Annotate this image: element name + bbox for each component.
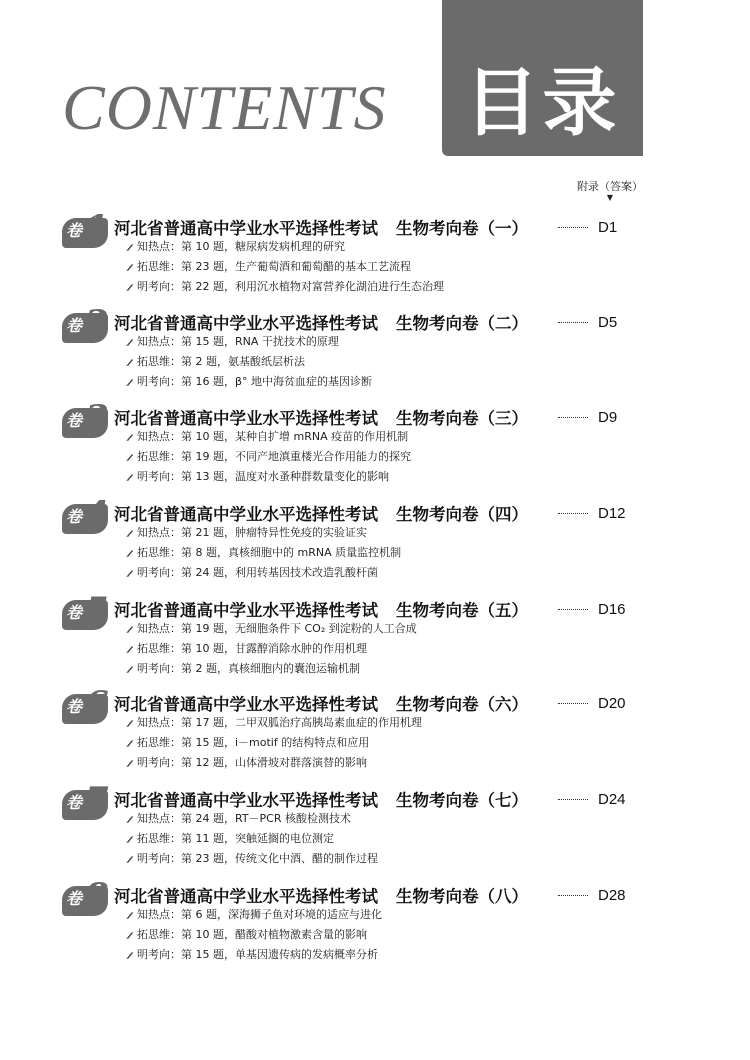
volume-title[interactable] <box>114 887 528 907</box>
sub-item-text: 拓思维：第 8 题，真核细胞中的 mRNA 质量监控机制 <box>137 546 402 559</box>
pen-icon <box>126 358 134 366</box>
sub-item-text: 拓思维：第 15 题，i－motif 的结构特点和应用 <box>137 736 370 749</box>
leader-dots <box>558 799 588 800</box>
pen-icon <box>126 263 134 271</box>
pen-icon <box>126 665 134 673</box>
sub-item-text: 知热点：第 19 题，无细胞条件下 CO₂ 到淀粉的人工合成 <box>137 622 417 635</box>
badge-number: 2 <box>85 303 109 343</box>
badge-number: 6 <box>85 684 109 724</box>
toc-sub-item <box>126 661 360 677</box>
page-number: D9 <box>598 409 618 426</box>
badge-number: 3 <box>85 398 109 438</box>
volume-title-sub: 生物考向卷（一） <box>396 219 528 238</box>
toc-entry-5[interactable] <box>62 590 682 676</box>
pen-icon <box>126 243 134 251</box>
volume-title-sub: 生物考向卷（二） <box>396 314 528 333</box>
sub-item-text: 知热点：第 17 题，二甲双胍治疗高胰岛素血症的作用机理 <box>137 716 422 729</box>
page-number: D28 <box>598 887 626 904</box>
badge-number: 4 <box>85 494 109 534</box>
badge-number: 8 <box>85 876 109 916</box>
pen-icon <box>126 815 134 823</box>
arrow-down-icon: ▼ <box>606 193 614 202</box>
pen-icon <box>126 759 134 767</box>
sub-item-text: 拓思维：第 10 题，甘露醇消除水肿的作用机理 <box>137 642 367 655</box>
toc-entry-2[interactable] <box>62 303 682 389</box>
toc-sub-item <box>126 927 367 943</box>
volume-title[interactable] <box>114 409 528 429</box>
sub-item-text: 明考向：第 22 题，利用沉水植物对富营养化湖泊进行生态治理 <box>137 280 444 293</box>
badge-juan-label: 卷 <box>66 889 83 908</box>
page-number: D1 <box>598 219 618 236</box>
title-box <box>442 0 643 156</box>
volume-badge <box>62 780 118 820</box>
sub-item-text: 明考向：第 13 题，温度对水蚤种群数量变化的影响 <box>137 470 389 483</box>
pen-icon <box>126 529 134 537</box>
page-number: D24 <box>598 791 626 808</box>
toc-sub-item <box>126 811 351 827</box>
appendix-text: 附录（答案） <box>577 180 643 193</box>
appendix-label <box>570 180 650 202</box>
toc-entry-3[interactable] <box>62 398 682 484</box>
leader-dots <box>558 703 588 704</box>
sub-item-text: 知热点：第 15 题，RNA 干扰技术的原理 <box>137 335 339 348</box>
badge-juan-label: 卷 <box>66 507 83 526</box>
sub-item-text: 知热点：第 21 题，肿瘤特异性免疫的实验证实 <box>137 526 367 539</box>
pen-icon <box>126 569 134 577</box>
pen-icon <box>126 911 134 919</box>
leader-dots <box>558 895 588 896</box>
toc-sub-item <box>126 334 339 350</box>
pen-icon <box>126 433 134 441</box>
toc-sub-item <box>126 851 378 867</box>
volume-title-sub: 生物考向卷（四） <box>396 505 528 524</box>
pen-icon <box>126 645 134 653</box>
leader-dots <box>558 417 588 418</box>
badge-juan-label: 卷 <box>66 697 83 716</box>
toc-sub-item <box>126 621 417 637</box>
page-number: D20 <box>598 695 626 712</box>
volume-badge <box>62 303 118 343</box>
volume-title-main: 河北省普通高中学业水平选择性考试 <box>114 219 378 238</box>
volume-title[interactable] <box>114 695 528 715</box>
badge-juan-label: 卷 <box>66 411 83 430</box>
badge-juan-label: 卷 <box>66 793 83 812</box>
sub-item-text: 拓思维：第 2 题，氨基酸纸层析法 <box>137 355 305 368</box>
toc-entry-6[interactable] <box>62 684 682 770</box>
sub-item-text: 明考向：第 15 题，单基因遗传病的发病概率分析 <box>137 948 378 961</box>
toc-sub-item <box>126 907 382 923</box>
toc-sub-item <box>126 449 411 465</box>
volume-badge <box>62 398 118 438</box>
volume-title-main: 河北省普通高中学业水平选择性考试 <box>114 695 378 714</box>
leader-dots <box>558 227 588 228</box>
volume-badge <box>62 684 118 724</box>
volume-title-main: 河北省普通高中学业水平选择性考试 <box>114 409 378 428</box>
sub-item-text: 拓思维：第 11 题，突触延搁的电位测定 <box>137 832 334 845</box>
volume-title-main: 河北省普通高中学业水平选择性考试 <box>114 791 378 810</box>
volume-badge <box>62 590 118 630</box>
sub-item-text: 明考向：第 2 题，真核细胞内的囊泡运输机制 <box>137 662 360 675</box>
volume-title[interactable] <box>114 601 528 621</box>
pen-icon <box>126 951 134 959</box>
volume-badge <box>62 208 118 248</box>
pen-icon <box>126 473 134 481</box>
toc-entry-4[interactable] <box>62 494 682 580</box>
badge-number: 7 <box>85 780 109 820</box>
sub-item-text: 知热点：第 10 题，糖尿病发病机理的研究 <box>137 240 345 253</box>
toc-sub-item <box>126 354 305 370</box>
volume-title-main: 河北省普通高中学业水平选择性考试 <box>114 505 378 524</box>
contents-heading: CONTENTS <box>62 72 387 143</box>
volume-title-sub: 生物考向卷（七） <box>396 791 528 810</box>
toc-sub-item <box>126 374 372 390</box>
badge-number: 5 <box>85 590 109 630</box>
volume-title-sub: 生物考向卷（五） <box>396 601 528 620</box>
pen-icon <box>126 719 134 727</box>
toc-sub-item <box>126 831 334 847</box>
toc-sub-item <box>126 565 378 581</box>
toc-sub-item <box>126 715 422 731</box>
volume-title-main: 河北省普通高中学业水平选择性考试 <box>114 601 378 620</box>
pen-icon <box>126 931 134 939</box>
toc-sub-item <box>126 259 411 275</box>
sub-item-text: 拓思维：第 10 题，醋酸对植物激素含量的影响 <box>137 928 367 941</box>
volume-title-sub: 生物考向卷（八） <box>396 887 528 906</box>
pen-icon <box>126 283 134 291</box>
volume-title[interactable] <box>114 791 528 811</box>
leader-dots <box>558 513 588 514</box>
toc-sub-item <box>126 429 408 445</box>
pen-icon <box>126 378 134 386</box>
toc-sub-item <box>126 641 367 657</box>
pen-icon <box>126 835 134 843</box>
pen-icon <box>126 855 134 863</box>
toc-sub-item <box>126 469 389 485</box>
toc-sub-item <box>126 755 367 771</box>
pen-icon <box>126 625 134 633</box>
volume-title[interactable] <box>114 314 528 334</box>
volume-badge <box>62 494 118 534</box>
volume-title[interactable] <box>114 505 528 525</box>
toc-entry-1[interactable] <box>62 208 682 294</box>
leader-dots <box>558 609 588 610</box>
toc-sub-item <box>126 279 444 295</box>
sub-item-text: 拓思维：第 23 题，生产葡萄酒和葡萄醋的基本工艺流程 <box>137 260 411 273</box>
volume-title-main: 河北省普通高中学业水平选择性考试 <box>114 314 378 333</box>
toc-entry-8[interactable] <box>62 876 682 962</box>
volume-badge <box>62 876 118 916</box>
pen-icon <box>126 549 134 557</box>
pen-icon <box>126 739 134 747</box>
pen-icon <box>126 453 134 461</box>
badge-number: 1 <box>85 208 109 248</box>
page-title: 目录 <box>464 60 621 146</box>
page-number: D12 <box>598 505 626 522</box>
pen-icon <box>126 338 134 346</box>
toc-sub-item <box>126 735 369 751</box>
toc-sub-item <box>126 545 401 561</box>
sub-item-text: 明考向：第 12 题，山体滑坡对群落演替的影响 <box>137 756 367 769</box>
volume-title-main: 河北省普通高中学业水平选择性考试 <box>114 887 378 906</box>
sub-item-text: 知热点：第 10 题，某种自扩增 mRNA 疫苗的作用机制 <box>137 430 409 443</box>
toc-sub-item <box>126 525 367 541</box>
sub-item-text: 知热点：第 24 题，RT－PCR 核酸检测技术 <box>137 812 352 825</box>
sub-item-text: 拓思维：第 19 题，不同产地滇重楼光合作用能力的探究 <box>137 450 411 463</box>
page-number: D5 <box>598 314 618 331</box>
sub-item-text: 明考向：第 16 题，β° 地中海贫血症的基因诊断 <box>137 375 373 388</box>
volume-title[interactable] <box>114 219 528 239</box>
badge-juan-label: 卷 <box>66 316 83 335</box>
page-number: D16 <box>598 601 626 618</box>
volume-title-sub: 生物考向卷（六） <box>396 695 528 714</box>
badge-juan-label: 卷 <box>66 221 83 240</box>
toc-sub-item <box>126 239 345 255</box>
toc-sub-item <box>126 947 378 963</box>
volume-title-sub: 生物考向卷（三） <box>396 409 528 428</box>
badge-juan-label: 卷 <box>66 603 83 622</box>
sub-item-text: 明考向：第 24 题，利用转基因技术改造乳酸杆菌 <box>137 566 378 579</box>
leader-dots <box>558 322 588 323</box>
toc-entry-7[interactable] <box>62 780 682 866</box>
sub-item-text: 明考向：第 23 题，传统文化中酒、醋的制作过程 <box>137 852 378 865</box>
sub-item-text: 知热点：第 6 题，深海狮子鱼对环境的适应与进化 <box>137 908 382 921</box>
